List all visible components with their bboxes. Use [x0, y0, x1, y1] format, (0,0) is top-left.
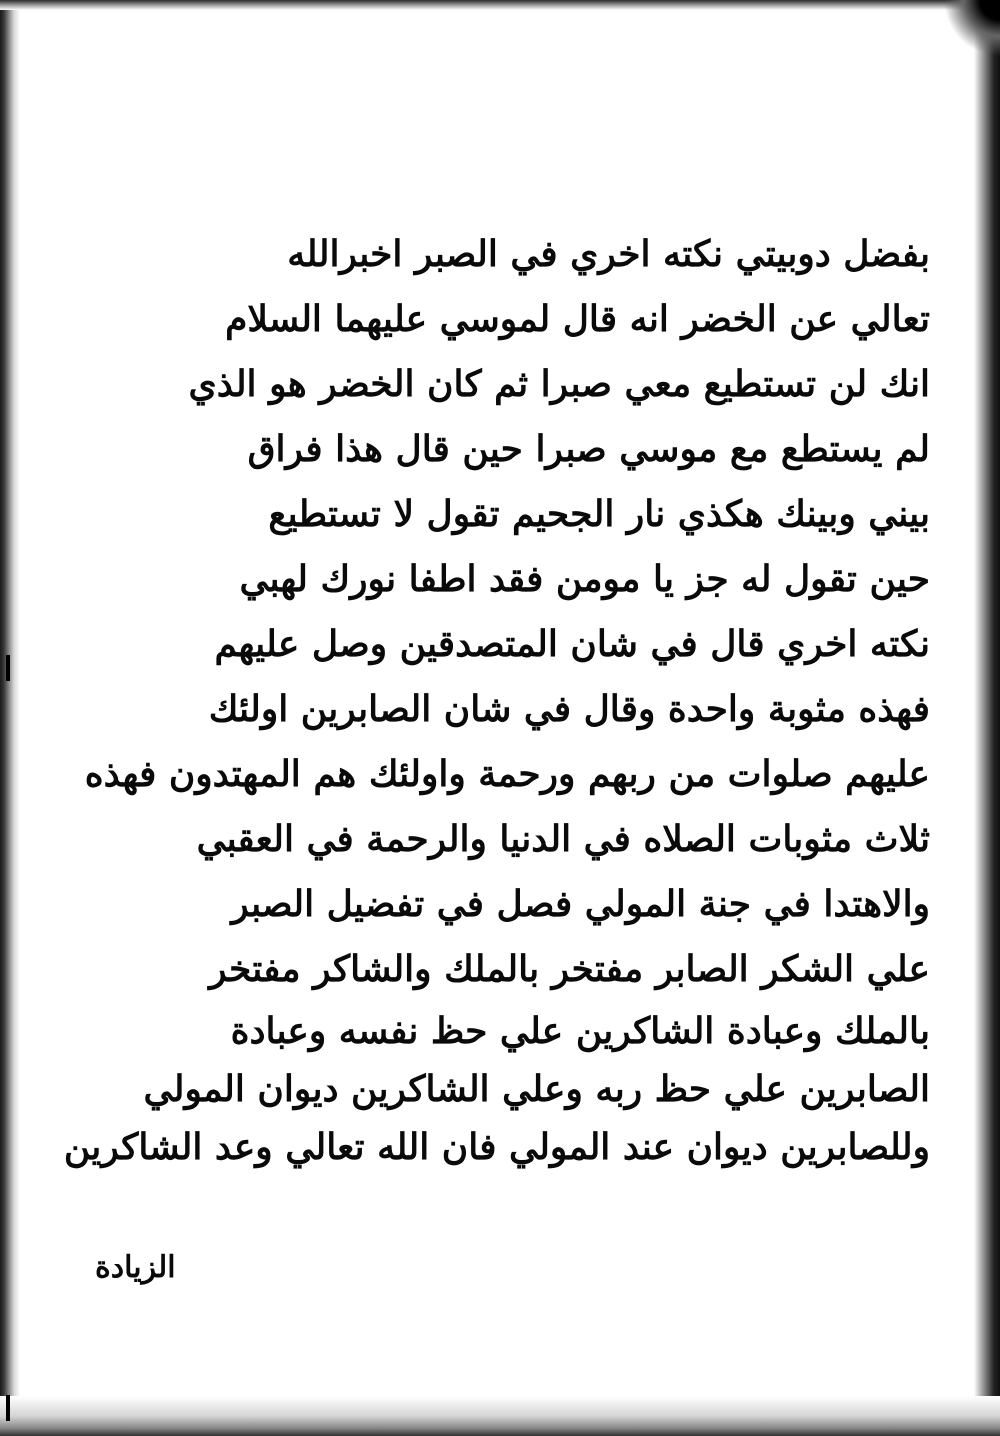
manuscript-line: انك لن تستطيع معي صبرا ثم كان الخضر هو الذي [188, 363, 930, 405]
margin-mark [6, 1395, 10, 1421]
manuscript-line: ثلاث مثوبات الصلاه في الدنيا والرحمة في العقبي [196, 818, 930, 860]
page-right-edge-shadow [974, 0, 1000, 1436]
margin-mark [6, 655, 10, 681]
manuscript-line: بفضل دوبيتي نكته اخري في الصبر اخبرالله [287, 233, 930, 275]
page-top-edge-shadow [0, 0, 1000, 10]
manuscript-line: علي الشكر الصابر مفتخر بالملك والشاكر مفتخر [209, 948, 930, 990]
manuscript-line: عليهم صلوات من ربهم ورحمة واولئك هم المهتدون فهذه [84, 753, 930, 795]
manuscript-line: فهذه مثوبة واحدة وقال في شان الصابرين اولئك [208, 688, 930, 730]
page-left-edge-shadow [0, 0, 20, 1436]
manuscript-text-block [55, 222, 930, 1176]
catchword: الزيادة [95, 1250, 176, 1285]
manuscript-line: تعالي عن الخضر انه قال لموسي عليهما السلام [225, 298, 930, 340]
page-bottom-edge-shadow [0, 1396, 1000, 1436]
manuscript-line: لم يستطع مع موسي صبرا حين قال هذا فراق [247, 428, 930, 470]
manuscript-line: والاهتدا في جنة المولي فصل في تفضيل الصبر [231, 883, 930, 925]
manuscript-line: الصابرين علي حظ ربه وعلي الشاكرين ديوان المولي [143, 1068, 930, 1110]
manuscript-line: وللصابرين ديوان عند المولي فان الله تعالي وعد الشاكرين [63, 1126, 930, 1168]
manuscript-line: نكته اخري قال في شان المتصدقين وصل عليهم [214, 623, 930, 665]
manuscript-line: بيني وبينك هكذي نار الجحيم تقول لا تستطيع [268, 493, 930, 535]
page-corner-shadow [940, 0, 1000, 60]
manuscript-line: بالملك وعبادة الشاكرين علي حظ نفسه وعبادة [230, 1010, 930, 1052]
manuscript-line: حين تقول له جز يا مومن فقد اطفا نورك لهبي [239, 558, 930, 600]
